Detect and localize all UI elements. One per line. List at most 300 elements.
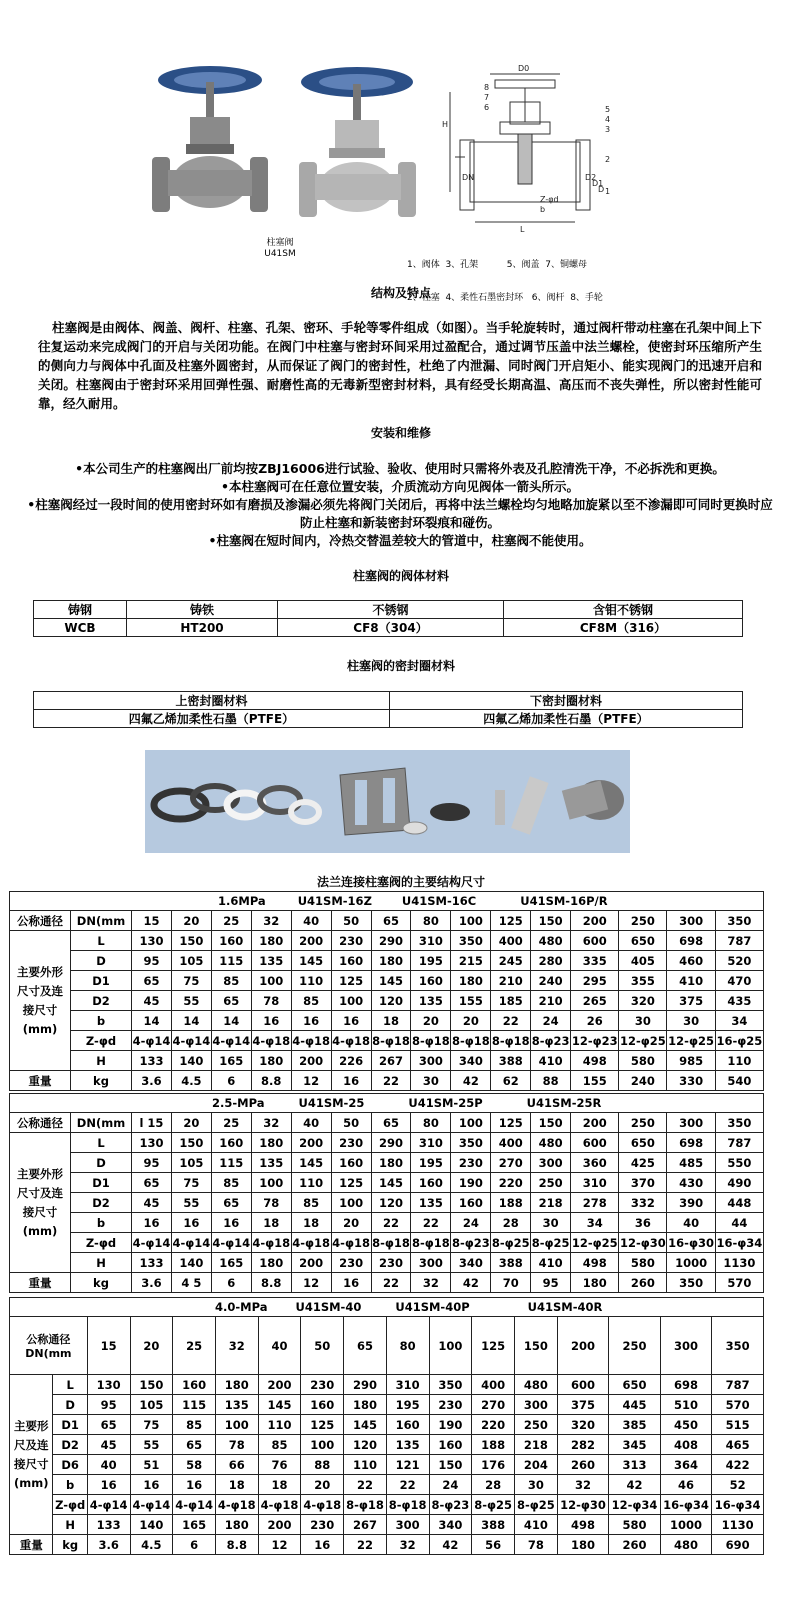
dimension-key: L xyxy=(53,1375,87,1395)
table-cell: 150 xyxy=(171,931,211,951)
table-cell: 8-φ18 xyxy=(371,1233,411,1253)
table-cell: 100 xyxy=(451,911,491,931)
table-cell: 180 xyxy=(451,971,491,991)
table-cell: 200 xyxy=(571,911,619,931)
weight-unit: kg xyxy=(71,1071,132,1091)
table-cell: 140 xyxy=(130,1515,173,1535)
svg-text:8: 8 xyxy=(484,83,490,92)
table-cell: 200 xyxy=(557,1317,609,1375)
svg-text:D0: D0 xyxy=(518,64,530,73)
dimension-key: D2 xyxy=(71,991,132,1011)
table-cell: 355 xyxy=(619,971,667,991)
table-cell: 165 xyxy=(211,1253,251,1273)
table-cell: 4-φ18 xyxy=(301,1495,344,1515)
table-cell: 28 xyxy=(472,1475,515,1495)
table-cell: 165 xyxy=(173,1515,216,1535)
table-cell: 56 xyxy=(472,1535,515,1555)
table-cell: 51 xyxy=(130,1455,173,1475)
table-cell: 22 xyxy=(491,1011,531,1031)
table-cell: 16 xyxy=(331,1011,371,1031)
table-cell: 200 xyxy=(258,1375,301,1395)
table-cell: 580 xyxy=(609,1515,661,1535)
table-cell: 20 xyxy=(171,911,211,931)
table-cell: 282 xyxy=(557,1435,609,1455)
table-cell: 34 xyxy=(715,1011,763,1031)
weight-label: 重量 xyxy=(10,1071,71,1091)
table-cell: 66 xyxy=(215,1455,258,1475)
dimension-key: D1 xyxy=(71,1173,132,1193)
legend-line-1: 1、阀体 3、孔架 5、阀盖 7、铜螺母 xyxy=(407,260,587,270)
table-row xyxy=(10,931,764,951)
dim-table-16 xyxy=(9,891,764,1091)
table-cell: 204 xyxy=(514,1455,557,1475)
seal-header: 下密封圈材料 xyxy=(390,692,743,710)
table-cell: 75 xyxy=(171,971,211,991)
table-cell: 350 xyxy=(451,1133,491,1153)
table-cell: 120 xyxy=(344,1435,387,1455)
table-cell: 200 xyxy=(291,1133,331,1153)
table-row xyxy=(10,1475,764,1495)
bullet-1: •本公司生产的柱塞阀出厂前均按ZBJ16006进行试验、验收、使用时只需将外表及孔腔清洗干净，不必拆洗和更换。 xyxy=(75,461,725,476)
svg-text:L: L xyxy=(520,225,525,234)
table-cell: 125 xyxy=(491,911,531,931)
table-cell: 125 xyxy=(331,971,371,991)
table-cell: 16 xyxy=(251,1011,291,1031)
table-cell: 8-φ18 xyxy=(411,1233,451,1253)
table-cell: 787 xyxy=(715,931,763,951)
table-cell: 8.8 xyxy=(251,1071,291,1091)
table-40-title xyxy=(10,1298,764,1317)
table-cell: 145 xyxy=(258,1395,301,1415)
table-cell: 200 xyxy=(291,1253,331,1273)
weight-unit: kg xyxy=(53,1535,87,1555)
table-cell: 140 xyxy=(171,1253,211,1273)
weight-unit: kg xyxy=(71,1273,132,1293)
table-cell: 188 xyxy=(472,1435,515,1455)
table-cell: 245 xyxy=(491,951,531,971)
table-cell: 12-φ30 xyxy=(619,1233,667,1253)
table-row xyxy=(10,1031,764,1051)
table-cell: 4-φ14 xyxy=(173,1495,216,1515)
table-cell: 335 xyxy=(571,951,619,971)
table-cell: 230 xyxy=(371,1253,411,1273)
table-cell: 160 xyxy=(411,971,451,991)
table-cell: 210 xyxy=(491,971,531,991)
table-cell: 230 xyxy=(301,1515,344,1535)
table-cell: 135 xyxy=(411,1193,451,1213)
table-cell: 110 xyxy=(344,1455,387,1475)
table-cell: 65 xyxy=(87,1415,130,1435)
table-cell: 95 xyxy=(87,1395,130,1415)
table-cell: 490 xyxy=(715,1173,763,1193)
table-cell: 310 xyxy=(411,1133,451,1153)
table-row xyxy=(10,1113,764,1133)
table-cell: 480 xyxy=(531,931,571,951)
table-cell: 8-φ23 xyxy=(531,1031,571,1051)
svg-text:D1: D1 xyxy=(592,179,604,188)
table-cell: 160 xyxy=(173,1375,216,1395)
table-cell: 135 xyxy=(215,1395,258,1415)
svg-text:1: 1 xyxy=(605,187,611,196)
table-cell: 100 xyxy=(251,1173,291,1193)
table-cell: 45 xyxy=(87,1435,130,1455)
table-cell: 46 xyxy=(660,1475,712,1495)
table-row xyxy=(10,1173,764,1193)
table-cell: 290 xyxy=(371,931,411,951)
table-cell: 15 xyxy=(87,1317,130,1375)
table-cell: 42 xyxy=(429,1535,472,1555)
table-cell: 100 xyxy=(451,1113,491,1133)
table-cell: 8-φ25 xyxy=(491,1233,531,1253)
svg-text:D: D xyxy=(598,185,605,194)
table-cell: 40 xyxy=(87,1455,130,1475)
table-cell: 75 xyxy=(130,1415,173,1435)
table-cell: 218 xyxy=(531,1193,571,1213)
table-cell: 200 xyxy=(258,1515,301,1535)
table-cell: 65 xyxy=(211,1193,251,1213)
table-cell: 300 xyxy=(667,1113,715,1133)
dimension-key: Z-φd xyxy=(53,1495,87,1515)
table-cell: 180 xyxy=(371,1153,411,1173)
table-cell: 110 xyxy=(258,1415,301,1435)
table-cell: 364 xyxy=(660,1455,712,1475)
table-cell: 8.8 xyxy=(215,1535,258,1555)
body-material-table xyxy=(33,600,743,637)
table-cell: 100 xyxy=(429,1317,472,1375)
table-row xyxy=(10,1415,764,1435)
table-cell: 698 xyxy=(660,1375,712,1395)
table-cell: 180 xyxy=(251,931,291,951)
table-cell: 570 xyxy=(712,1395,764,1415)
table-cell: 121 xyxy=(386,1455,429,1475)
table-cell: 40 xyxy=(291,1113,331,1133)
table-cell: 8-φ18 xyxy=(491,1031,531,1051)
table-cell: 12-φ25 xyxy=(667,1031,715,1051)
table-cell: 15 xyxy=(132,911,172,931)
table-cell: 55 xyxy=(130,1435,173,1455)
svg-text:Z-φd: Z-φd xyxy=(540,195,559,204)
table-cell: 450 xyxy=(660,1415,712,1435)
table-cell: 3.6 xyxy=(132,1273,172,1293)
section-title-structure: 结构及特点 xyxy=(370,286,431,300)
table-cell: 8-φ25 xyxy=(514,1495,557,1515)
table-cell: 24 xyxy=(429,1475,472,1495)
table-cell: 250 xyxy=(609,1317,661,1375)
table-cell: 130 xyxy=(132,1133,172,1153)
table-cell: 12 xyxy=(291,1273,331,1293)
table-cell: 145 xyxy=(371,971,411,991)
table-cell: 1130 xyxy=(712,1515,764,1535)
table-cell: 4-φ18 xyxy=(331,1031,371,1051)
table-cell: 22 xyxy=(386,1475,429,1495)
table-cell: 265 xyxy=(571,991,619,1011)
table-cell: 130 xyxy=(87,1375,130,1395)
table-cell: 145 xyxy=(371,1173,411,1193)
table-cell: 1130 xyxy=(715,1253,763,1273)
table-cell: 65 xyxy=(211,991,251,1011)
dimension-key: L xyxy=(71,931,132,951)
table-cell: 65 xyxy=(371,1113,411,1133)
table-cell: 240 xyxy=(531,971,571,991)
table-cell: 40 xyxy=(258,1317,301,1375)
table-cell: 24 xyxy=(451,1213,491,1233)
weight-label: 重量 xyxy=(10,1535,53,1555)
material-header: 铸钢 xyxy=(34,601,127,619)
model-label: U41SM-16P/R xyxy=(520,894,608,908)
table-cell: 52 xyxy=(712,1475,764,1495)
table-cell: 36 xyxy=(619,1213,667,1233)
table-cell: 550 xyxy=(715,1153,763,1173)
table-cell: 45 xyxy=(132,991,172,1011)
table-cell: 110 xyxy=(291,1173,331,1193)
table-cell: 340 xyxy=(451,1051,491,1071)
table-row xyxy=(10,1253,764,1273)
table-cell: 280 xyxy=(531,951,571,971)
table-cell: 8-φ25 xyxy=(472,1495,515,1515)
table-cell: 145 xyxy=(291,951,331,971)
table-cell: 4-φ14 xyxy=(132,1233,172,1253)
table-cell: 135 xyxy=(251,951,291,971)
table-cell: 6 xyxy=(211,1071,251,1091)
table-cell: 105 xyxy=(171,1153,211,1173)
table-cell: 1000 xyxy=(667,1253,715,1273)
diagram-legend xyxy=(407,238,637,315)
table-cell: 160 xyxy=(451,1193,491,1213)
table-cell: 4-φ14 xyxy=(171,1233,211,1253)
table-cell: 44 xyxy=(715,1213,763,1233)
table-row xyxy=(10,1395,764,1415)
table-cell: 16-φ34 xyxy=(660,1495,712,1515)
table-cell: 78 xyxy=(514,1535,557,1555)
table-cell: 8-φ23 xyxy=(451,1233,491,1253)
table-cell: 30 xyxy=(411,1071,451,1091)
valve-photo-2 xyxy=(295,62,420,232)
table-cell: 140 xyxy=(171,1051,211,1071)
table-cell: 16 xyxy=(211,1213,251,1233)
table-cell: 370 xyxy=(619,1173,667,1193)
table-cell: 65 xyxy=(371,911,411,931)
table-16-title xyxy=(10,892,764,911)
table-cell: 30 xyxy=(619,1011,667,1031)
table-cell: 20 xyxy=(171,1113,211,1133)
table-cell: 180 xyxy=(557,1535,609,1555)
table-cell: 20 xyxy=(411,1011,451,1031)
dimension-key: H xyxy=(71,1051,132,1071)
table-cell: 4-φ18 xyxy=(215,1495,258,1515)
dim-table-25 xyxy=(9,1093,764,1293)
table-cell: 195 xyxy=(386,1395,429,1415)
table-cell: 12 xyxy=(291,1071,331,1091)
table-cell: 42 xyxy=(451,1071,491,1091)
table-cell: 3.6 xyxy=(87,1535,130,1555)
model-label: U41SM-25R xyxy=(526,1096,602,1110)
table-cell: 180 xyxy=(371,951,411,971)
table-cell: 388 xyxy=(472,1515,515,1535)
table-cell: 4.5 xyxy=(130,1535,173,1555)
table-cell: 4-φ18 xyxy=(291,1031,331,1051)
table-cell: 4 5 xyxy=(171,1273,211,1293)
table-cell: 230 xyxy=(451,1153,491,1173)
table-cell: 8-φ23 xyxy=(429,1495,472,1515)
table-cell: 330 xyxy=(667,1071,715,1091)
table-cell: 85 xyxy=(258,1435,301,1455)
table-cell: 22 xyxy=(371,1071,411,1091)
table-cell: 515 xyxy=(712,1415,764,1435)
table-cell: 80 xyxy=(411,911,451,931)
table-row xyxy=(10,971,764,991)
table-cell: 150 xyxy=(514,1317,557,1375)
table-cell: 16 xyxy=(171,1213,211,1233)
table-cell: 75 xyxy=(171,1173,211,1193)
table-cell: 540 xyxy=(715,1071,763,1091)
table-cell: 100 xyxy=(301,1435,344,1455)
table-cell: 260 xyxy=(557,1455,609,1475)
dimension-group-label: 主要外形尺寸及连接尺寸(mm) xyxy=(10,1133,71,1273)
section-title-install: 安装和维修 xyxy=(370,426,431,440)
model-label: U41SM-40P xyxy=(395,1300,470,1314)
table-cell: 180 xyxy=(571,1273,619,1293)
table-cell: 14 xyxy=(132,1011,172,1031)
table-row xyxy=(10,951,764,971)
model-label: U41SM-40 xyxy=(295,1300,362,1314)
table-cell: 200 xyxy=(571,1113,619,1133)
dimension-key: b xyxy=(53,1475,87,1495)
table-cell: 200 xyxy=(291,931,331,951)
table-cell: 195 xyxy=(411,1153,451,1173)
table-cell: 176 xyxy=(472,1455,515,1475)
svg-text:6: 6 xyxy=(484,103,490,112)
table-cell: 32 xyxy=(386,1535,429,1555)
material-header: 铸铁 xyxy=(127,601,278,619)
table-cell: 155 xyxy=(451,991,491,1011)
table-cell: 160 xyxy=(211,1133,251,1153)
table-cell: 12 xyxy=(258,1535,301,1555)
table-cell: 42 xyxy=(451,1273,491,1293)
bullet-3: •柱塞阀经过一段时间的使用密封环如有磨损及渗漏必须先将阀门关闭后，再将中法兰螺栓均匀地略加旋紧以至不渗漏即可同时更换时应防止柱塞和新装密封环裂痕和碰伤。 xyxy=(27,497,773,530)
table-cell: 50 xyxy=(301,1317,344,1375)
table-cell: 58 xyxy=(173,1455,216,1475)
dimension-key: Z-φd xyxy=(71,1031,132,1051)
table-cell: 250 xyxy=(619,911,667,931)
table-cell: 12-φ23 xyxy=(571,1031,619,1051)
body-material-title: 柱塞阀的阀体材料 xyxy=(352,569,449,583)
table-cell: 8-φ18 xyxy=(451,1031,491,1051)
table-cell: 188 xyxy=(491,1193,531,1213)
svg-text:2: 2 xyxy=(605,155,611,164)
table-cell: 4-φ18 xyxy=(251,1031,291,1051)
table-cell: 400 xyxy=(472,1375,515,1395)
table-cell: 32 xyxy=(215,1317,258,1375)
material-value: HT200 xyxy=(127,619,278,637)
bullet-4: •柱塞阀在短时间内，冷热交替温差较大的管道中，柱塞阀不能使用。 xyxy=(208,533,592,548)
structure-paragraph: 柱塞阀是由阀体、阀盖、阀杆、柱塞、孔架、密环、手轮等零件组成（如图）。当手轮旋转时，通过阀杆带动柱塞在孔架中间上下往复运动来完成阀门的开启与关闭功能。在阀门中柱塞与密封环间采用过盈配合，通过调节压盖中法兰螺栓，使密封环压缩所产生的侧向力与阀体中孔面及柱塞外圆密封，从而保证了阀门的密封性，杜绝了内泄漏、同时阀门开启矩小、能实现阀门的迅速开启和关闭。柱塞阀由于密封环采用回弹性强、耐磨性高的无毒新型密封材料，具有经受长期高温、高压而不丧失弹性，所以密封性能可靠，经久耐用。 xyxy=(38,320,762,411)
table-cell: 4-φ18 xyxy=(291,1233,331,1253)
table-cell: 22 xyxy=(344,1535,387,1555)
table-cell: 8-φ18 xyxy=(386,1495,429,1515)
weight-label: 重量 xyxy=(10,1273,71,1293)
table-cell: 125 xyxy=(472,1317,515,1375)
table-cell: 100 xyxy=(331,1193,371,1213)
table-cell: 85 xyxy=(211,971,251,991)
table-cell: 16-φ34 xyxy=(715,1233,763,1253)
legend-line-2: 2、柱塞 4、柔性石墨密封环 6、阀杆 8、手轮 xyxy=(407,293,603,303)
table-cell: 62 xyxy=(491,1071,531,1091)
table-cell: 3.6 xyxy=(132,1071,172,1091)
table-cell: 16 xyxy=(331,1071,371,1091)
table-cell: 4-φ14 xyxy=(87,1495,130,1515)
table-row xyxy=(10,911,764,931)
pressure-label: 1.6MPa xyxy=(218,894,266,908)
weight-row xyxy=(10,1273,764,1293)
table-cell: 310 xyxy=(571,1173,619,1193)
svg-text:DN: DN xyxy=(462,173,475,182)
table-cell: 125 xyxy=(331,1173,371,1193)
table-cell: 160 xyxy=(429,1435,472,1455)
table-cell: 580 xyxy=(619,1253,667,1273)
table-cell: 70 xyxy=(491,1273,531,1293)
table-cell: 18 xyxy=(215,1475,258,1495)
table-cell: 498 xyxy=(571,1253,619,1273)
table-cell: 230 xyxy=(331,1253,371,1273)
table-cell: 470 xyxy=(715,971,763,991)
table-cell: 388 xyxy=(491,1051,531,1071)
table-cell: 133 xyxy=(132,1253,172,1273)
table-cell: 4.5 xyxy=(171,1071,211,1091)
svg-text:3: 3 xyxy=(605,125,611,134)
table-cell: 133 xyxy=(87,1515,130,1535)
table-cell: 498 xyxy=(571,1051,619,1071)
table-row xyxy=(10,1495,764,1515)
svg-text:5: 5 xyxy=(605,105,611,114)
table-row xyxy=(10,1133,764,1153)
table-cell: 200 xyxy=(291,1051,331,1071)
model-label: U41SM-25 xyxy=(298,1096,365,1110)
table-cell: 340 xyxy=(429,1515,472,1535)
table-cell: 698 xyxy=(667,931,715,951)
table-cell: 300 xyxy=(386,1515,429,1535)
table-cell: 300 xyxy=(411,1253,451,1273)
table-cell: 45 xyxy=(132,1193,172,1213)
table-cell: 480 xyxy=(531,1133,571,1153)
table-cell: 350 xyxy=(715,911,763,931)
table-cell: 8.8 xyxy=(251,1273,291,1293)
table-cell: 125 xyxy=(491,1113,531,1133)
table-cell: 215 xyxy=(451,951,491,971)
table-cell: 16-φ25 xyxy=(715,1031,763,1051)
table-cell: 95 xyxy=(531,1273,571,1293)
table-cell: 350 xyxy=(667,1273,715,1293)
dimension-key: D2 xyxy=(53,1435,87,1455)
table-cell: 180 xyxy=(215,1375,258,1395)
table-cell: 16 xyxy=(331,1273,371,1293)
table-cell: 570 xyxy=(715,1273,763,1293)
dimension-key: D2 xyxy=(71,1193,132,1213)
table-cell: 6 xyxy=(211,1273,251,1293)
table-cell: 32 xyxy=(251,1113,291,1133)
table-cell: 290 xyxy=(344,1375,387,1395)
table-cell: 180 xyxy=(251,1133,291,1153)
seal-material-table xyxy=(33,691,743,728)
table-cell: 180 xyxy=(215,1515,258,1535)
table-cell: 160 xyxy=(331,1153,371,1173)
table-cell: l 15 xyxy=(132,1113,172,1133)
table-cell: 32 xyxy=(411,1273,451,1293)
table-cell: 320 xyxy=(557,1415,609,1435)
table-cell: 267 xyxy=(344,1515,387,1535)
table-cell: 218 xyxy=(514,1435,557,1455)
table-cell: 267 xyxy=(371,1051,411,1071)
table-cell: 650 xyxy=(619,931,667,951)
